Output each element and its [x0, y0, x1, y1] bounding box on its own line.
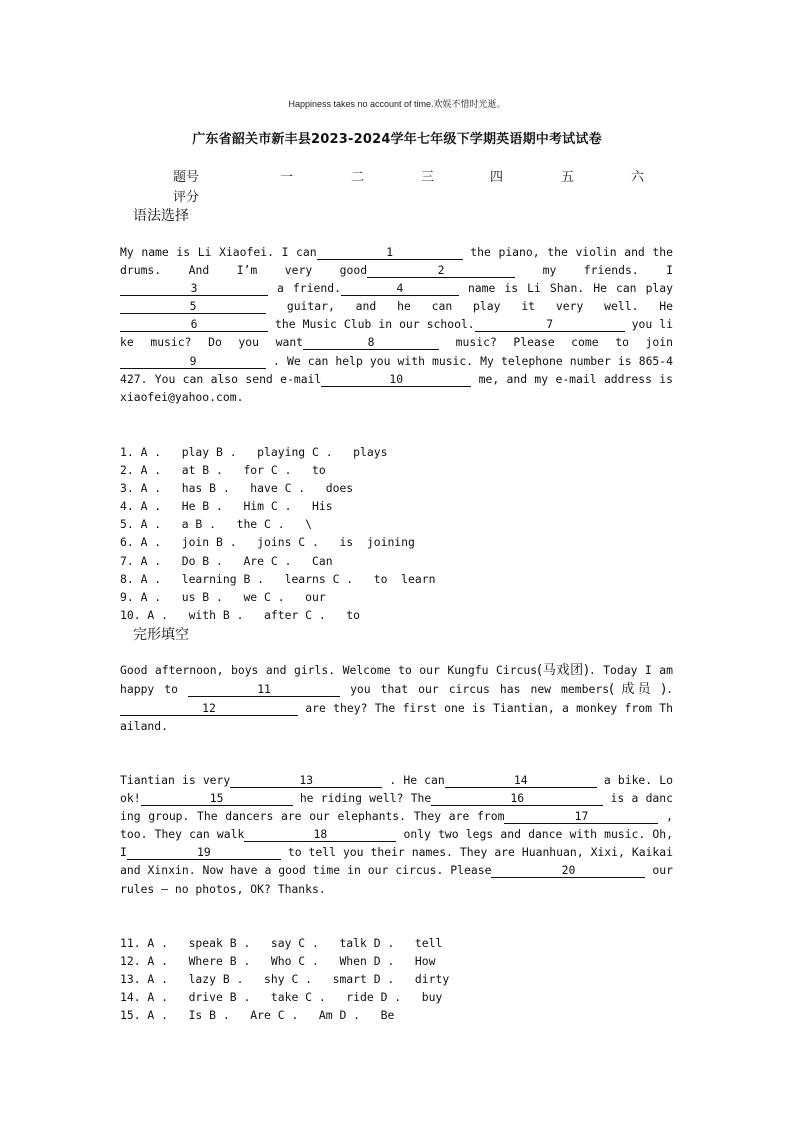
option-line: 4. A . He B . Him C . His — [120, 499, 333, 514]
score-column-5: 五 — [561, 170, 575, 185]
score-column-3: 三 — [421, 170, 435, 185]
passage-text: name is Li Shan. He can play — [458, 281, 673, 296]
passage-text: . — [666, 682, 673, 697]
blank-20: 20 — [491, 864, 645, 878]
score-column-4: 四 — [490, 170, 504, 185]
passage-text: only two legs and dance with music. Oh, I — [120, 827, 673, 860]
passage-text: me, and my e-mail address is xiaofei@yahoo.com. — [120, 371, 674, 404]
option-line: 2. A . at B . for C . to — [120, 463, 326, 478]
blank-19: 19 — [127, 846, 281, 860]
option-line: 8. A . learning B . learns C . to learn — [120, 571, 436, 586]
blank-3: 3 — [120, 282, 268, 296]
option-line: 1. A . play B . playing C . plays — [120, 445, 388, 459]
passage-text: guitar, and he can play it very well. He — [266, 299, 673, 314]
blank-5: 5 — [120, 300, 266, 314]
section-heading-cloze: 完形填空 — [133, 627, 189, 643]
blank-7: 7 — [475, 318, 625, 332]
score-label-score: 评分 — [173, 190, 200, 205]
passage-text: the Music Club in our school. — [268, 317, 475, 332]
option-line: 6. A . join B . joins C . is joining — [120, 535, 415, 550]
option-line: 5. A . a B . the C . \ — [120, 517, 313, 532]
option-line: 10. A . with B . after C . to — [120, 607, 361, 622]
passage-text: he riding well? The — [292, 791, 432, 806]
passage-text: . He can — [382, 773, 445, 787]
passage-text: you like music? Do you want — [120, 317, 673, 350]
blank-10: 10 — [321, 373, 471, 387]
option-line: 15. A . Is B . Are C . Am D . Be — [120, 1008, 395, 1023]
passage-text: to tell you their names. They are Huanhuan, Xixi, Kaikai and Xinxin. Now have a good time in our circus. Please — [120, 845, 673, 878]
passage-text: Tiantian is very — [120, 773, 231, 787]
passage-text: , too. They can walk — [120, 809, 673, 842]
motto-line: Happiness takes no account of time.欢娱不惜时光逝。 — [288, 99, 506, 109]
score-table-row-questions — [0, 166, 794, 184]
passage-text: is a dancing group. The dancers are our elephants. They are from — [120, 791, 674, 824]
section-heading-grammar: 语法选择 — [133, 208, 189, 224]
passage-cloze-2 — [120, 771, 673, 898]
blank-15: 15 — [141, 792, 293, 806]
blank-11: 11 — [188, 683, 340, 697]
score-column-1: 一 — [280, 170, 294, 185]
blank-4: 4 — [341, 282, 459, 296]
passage-text: our rules — no photos, OK? Thanks. — [120, 863, 673, 896]
blank-2: 2 — [367, 264, 515, 278]
option-line: 7. A . Do B . Are C . Can — [120, 553, 333, 568]
blank-17: 17 — [504, 810, 658, 824]
passage-text: a friend. — [268, 281, 341, 296]
option-line: 13. A . lazy B . shy C . smart D . dirty — [120, 972, 450, 987]
blank-13: 13 — [230, 774, 382, 788]
blank-18: 18 — [244, 828, 396, 842]
passage-text: you that our circus has new members — [340, 682, 610, 697]
blank-8: 8 — [303, 336, 439, 350]
blank-16: 16 — [431, 792, 603, 806]
blank-14: 14 — [445, 774, 597, 788]
options-cloze — [120, 934, 449, 1024]
score-column-2: 二 — [351, 170, 365, 185]
score-column-6: 六 — [631, 170, 645, 185]
passage-text: are they? The first one is Tiantian, a monkey from Thailand. — [120, 701, 673, 734]
option-line: 9. A . us B . we C . our — [120, 589, 326, 604]
passage-text: music? Please come to join — [439, 335, 673, 350]
score-label-question: 题号 — [173, 170, 200, 185]
option-line: 3. A . has B . have C . does — [120, 481, 354, 496]
passage-cloze-1 — [120, 661, 673, 735]
passage-text: a bike. Look! — [120, 773, 673, 806]
passage-gloss: (马戏团) — [537, 663, 589, 678]
passage-gloss: ( 成员 ) — [609, 682, 667, 698]
option-line: 12. A . Where B . Who C . When D . How — [120, 954, 436, 969]
passage-text: my friends. I — [515, 263, 673, 278]
option-line: 14. A . drive B . take C . ride D . buy — [120, 990, 443, 1005]
blank-12: 12 — [120, 702, 298, 716]
blank-6: 6 — [120, 318, 268, 332]
score-table-row-scores — [0, 186, 794, 204]
blank-9: 9 — [120, 355, 266, 369]
passage-text: . We can help you with music. My telephone number is 865-4427. You can also send e-mail — [120, 353, 673, 386]
option-line: 11. A . speak B . say C . talk D . tell — [120, 936, 443, 950]
blank-1: 1 — [317, 246, 463, 260]
passage-grammar — [120, 243, 673, 406]
page-title: 广东省韶关市新丰县2023-2024学年七年级下学期英语期中考试试卷 — [192, 132, 602, 147]
passage-text: Good afternoon, boys and girls. Welcome to our Kungfu Circus — [120, 663, 538, 677]
passage-text: . Today I am happy to — [120, 663, 673, 697]
options-grammar — [120, 443, 435, 624]
passage-text: My name is Li Xiaofei. I can — [120, 245, 317, 259]
passage-text: the piano, the violin and the drums. And I’m very good — [120, 245, 673, 278]
